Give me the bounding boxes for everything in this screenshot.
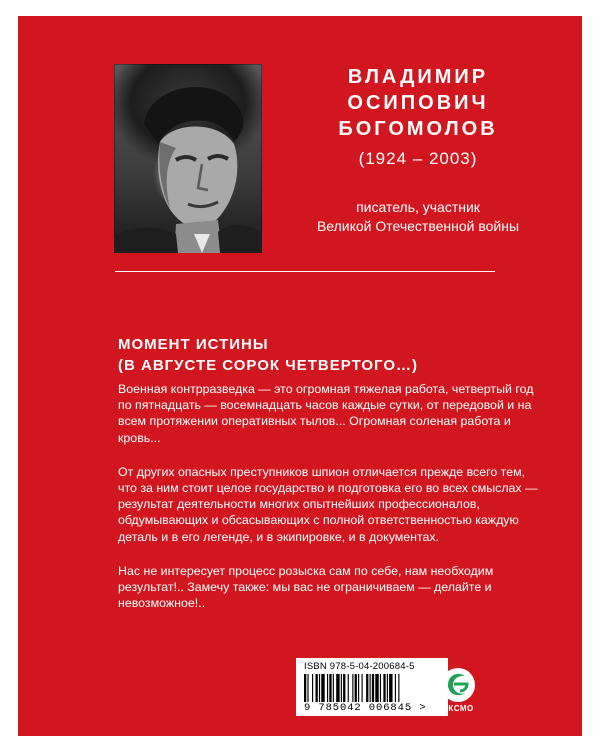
barcode-bar — [304, 674, 306, 702]
barcode-bar — [319, 674, 320, 702]
barcode-bars — [302, 674, 442, 702]
back-cover — [18, 16, 582, 736]
author-description — [268, 198, 568, 236]
publisher-logo — [440, 666, 476, 718]
book-title-line: МОМЕНТ ИСТИНЫ — [118, 336, 269, 353]
barcode-bar — [352, 674, 353, 702]
barcode-bar — [380, 674, 381, 702]
barcode-bar — [307, 674, 308, 702]
barcode-bar — [362, 674, 363, 702]
annotation-text — [118, 381, 538, 629]
barcode-bar — [370, 674, 371, 702]
author-years: (1924 – 2003) — [358, 149, 478, 168]
author-patronymic: ОСИПОВИЧ — [347, 92, 489, 114]
barcode-bar — [312, 674, 313, 702]
barcode-panel — [296, 658, 448, 716]
barcode-bar — [387, 674, 388, 702]
divider-line — [115, 271, 495, 272]
barcode-bar — [395, 674, 396, 702]
author-name — [268, 64, 568, 142]
barcode-bar — [336, 674, 339, 702]
annotation-paragraph: Военная контрразведка — это огромная тяжелая работа, четвертый год по пятнадцать — восемнадцать часов каждые сутки, от передовой и на всем протяжении оперативных тылов... Огромная соленая работа и кровь... — [118, 382, 534, 445]
barcode-bar — [383, 674, 385, 702]
author-info — [268, 64, 568, 236]
author-photo — [114, 64, 262, 253]
author-description-line: писатель, участник — [356, 199, 480, 215]
annotation-paragraph: От других опасных преступников шпион отличается прежде всего тем, что за ним стоит целое государство и подготовка его во всех смыслах — результат деятельности многих опытнейших профессионалов, обдумывающих и обсасывающих с полной ответственностью каждую деталь и в его легенде, и в экипировке, и в документах. — [118, 464, 538, 544]
barcode-bar — [333, 674, 334, 702]
barcode-bar — [329, 674, 331, 702]
eksmo-swirl-icon — [440, 666, 476, 704]
barcode-bar — [355, 674, 357, 702]
isbn-label: ISBN 978-5-04-200684-5 — [304, 661, 415, 672]
author-last-name: БОГОМОЛОВ — [338, 118, 498, 140]
barcode-bar — [321, 674, 324, 702]
author-description-line: Великой Отечественной войны — [316, 218, 520, 234]
barcode-bar — [343, 674, 345, 702]
barcode-bar — [372, 674, 374, 702]
ean-digits: 9 785042 006845 > — [304, 702, 427, 714]
author-first-name: ВЛАДИМИР — [347, 66, 489, 88]
barcode-bar — [389, 674, 392, 702]
barcode-bar — [348, 674, 349, 702]
annotation-paragraph: Нас не интересует процесс розыска сам по себе, нам необходим результат!.. Замечу также: мы вас не ограничиваем — делайте и невозможное!.. — [118, 563, 494, 611]
barcode-bar — [341, 674, 342, 702]
barcode-bar — [327, 674, 328, 702]
barcode-bar — [366, 674, 368, 702]
barcode-bar — [316, 674, 318, 702]
barcode-bar — [375, 674, 378, 702]
book-subtitle-line: (В АВГУСТЕ СОРОК ЧЕТВЕРТОГО…) — [118, 357, 418, 374]
book-title — [118, 334, 538, 376]
barcode-bar — [358, 674, 359, 702]
barcode-bar — [398, 674, 399, 702]
publisher-name: ЭКСМО — [442, 704, 474, 713]
